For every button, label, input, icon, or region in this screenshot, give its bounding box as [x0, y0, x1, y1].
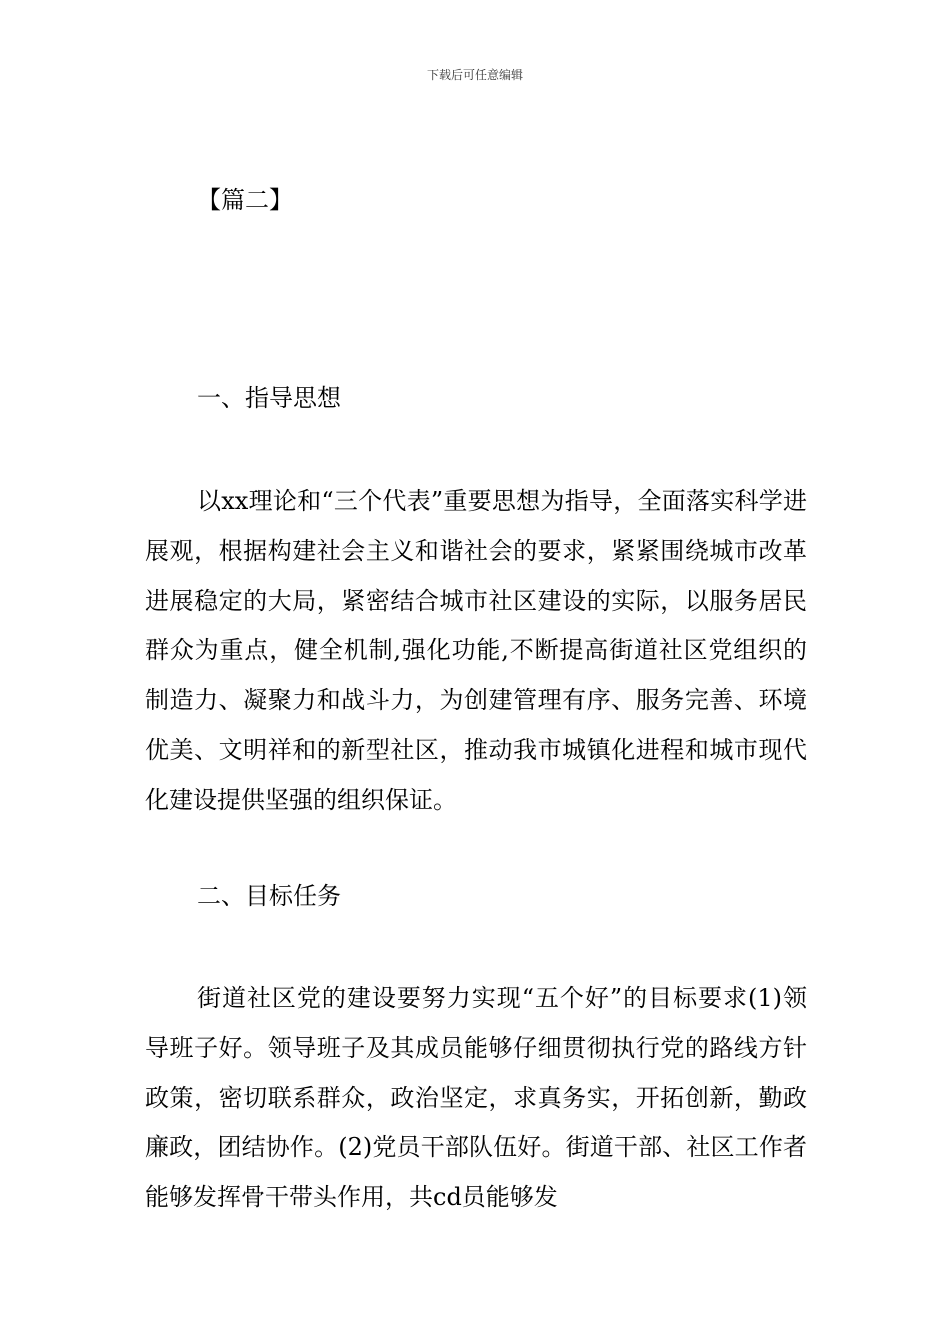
section-heading-goals-tasks: 二、目标任务: [197, 882, 341, 910]
section-marker: 【篇二】: [197, 186, 293, 214]
page-header-note: 下载后可任意编辑: [426, 68, 523, 82]
paragraph-goals-tasks: 街道社区党的建设要努力实现“五个好”的目标要求(1)领导班子好。领导班子及其成员能够仔细贯彻执行党的路线方针政策，密切联系群众，政治坚定，求真务实，开拓创新，勤政廉政，团结协作。(2)党员干部队伍好。街道干部、社区工作者能够发挥骨干带头作用，共cd员能够发: [145, 984, 807, 1212]
section-heading-guiding-ideology: 一、指导思想: [197, 384, 341, 412]
paragraph-guiding-ideology: 以xx理论和“三个代表”重要思想为指导，全面落实科学进展观，根据构建社会主义和谐社会的要求，紧紧围绕城市改革进展稳定的大局，紧密结合城市社区建设的实际，以服务居民群众为重点，健全机制,强化功能,不断提高街道社区党组织的制造力、凝聚力和战斗力，为创建管理有序、服务完善、环境优美、文明祥和的新型社区，推动我市城镇化进程和城市现代化建设提供坚强的组织保证。: [145, 487, 807, 814]
